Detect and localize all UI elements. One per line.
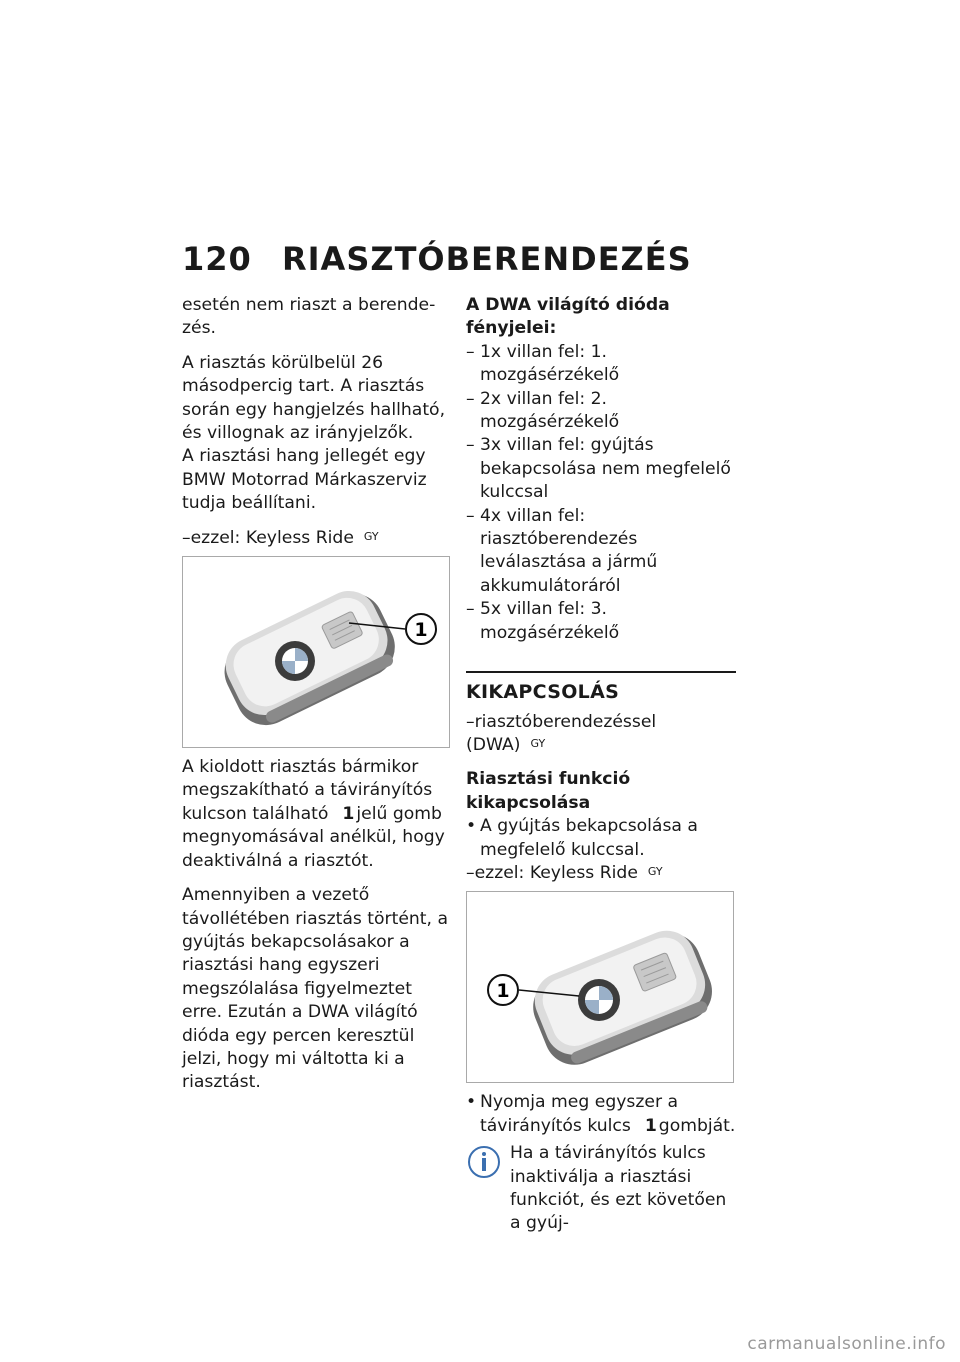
chapter-title: RIASZTÓBERENDEZÉS (282, 240, 692, 278)
list-item: – 5x villan fel: 3. mozgásérzékelő (466, 599, 620, 643)
reference-number: 1 (342, 803, 355, 824)
callout-number: 1 (414, 619, 428, 642)
bullet-item: • A gyújtás bekapcsolása a megfelelő kulccsal. (466, 816, 698, 860)
led-signal-list (466, 341, 736, 645)
key-fob-figure (466, 891, 734, 1083)
page-number: 120 (182, 240, 252, 278)
left-column (182, 294, 452, 1106)
right-column (466, 294, 736, 1236)
applicability-line: –riasztóberendezéssel (DWA) $^{GY}$ (466, 711, 657, 755)
info-note (466, 1142, 736, 1236)
option-tag: GY (647, 864, 663, 878)
paragraph: esetén nem riaszt a berende-zés. (182, 295, 436, 339)
note-text: Ha a távirányítós kulcs inaktiválja a riasztási funkciót, és ezt követően a gyúj- (510, 1143, 727, 1234)
option-tag: GY (363, 529, 379, 543)
key-fob-figure (182, 556, 450, 748)
applicability-line: –ezzel: Keyless Ride $^{GY}$ (182, 527, 379, 548)
paragraph: A kioldott riasztás bármikor megszakítható a távirányítós kulcson található 1 jelű gomb megnyomásával anélkül, hogy deaktiválná a riasztót. (182, 757, 445, 871)
subheading: Riasztási funkció kikapcsolása (466, 769, 631, 813)
callout-number: 1 (496, 980, 510, 1003)
watermark: carmanualsonline.info (747, 1334, 946, 1354)
list-item: – 4x villan fel: riasztóberendezés leválasztása a jármű akkumulátoráról (466, 505, 658, 596)
list-item: – 3x villan fel: gyújtás bekapcsolása nem megfelelő kulccsal (466, 435, 731, 503)
list-item: – 2x villan fel: 2. mozgásérzékelő (466, 388, 620, 433)
reference-number: 1 (644, 1115, 657, 1136)
key-fob-illustration (183, 557, 449, 747)
led-heading: A DWA világító dióda fényjelei: (466, 295, 670, 339)
section-divider (466, 671, 736, 673)
paragraph: A riasztás körülbelül 26 másodpercig tart. A riasztás során egy hangjelzés hallható, és villognak az irányjelzők. (182, 352, 446, 444)
info-icon (466, 1142, 510, 1236)
bullet-item: • Nyomja meg egyszer a távirányítós kulcs 1 gombját. (466, 1092, 736, 1136)
key-fob-illustration (467, 892, 733, 1082)
paragraph: A riasztási hang jellegét egy BMW Motorrad Márkaszerviz tudja beállítani. (182, 446, 427, 514)
applicability-line: –ezzel: Keyless Ride $^{GY}$ (466, 862, 663, 883)
section-title: KIKAPCSOLÁS (466, 681, 620, 704)
paragraph: Amennyiben a vezető távollétében riasztás történt, a gyújtás bekapcsolásakor a riasztási hang egyszeri megszólalása figyelmeztet erre. Ezután a DWA világító dióda egy percen keresztül jelzi, hogy mi váltotta ki a riasztást. (182, 885, 449, 1093)
list-item: – 1x villan fel: 1. mozgásérzékelő (466, 341, 620, 386)
page-header (182, 240, 692, 280)
option-tag: GY (530, 736, 546, 750)
